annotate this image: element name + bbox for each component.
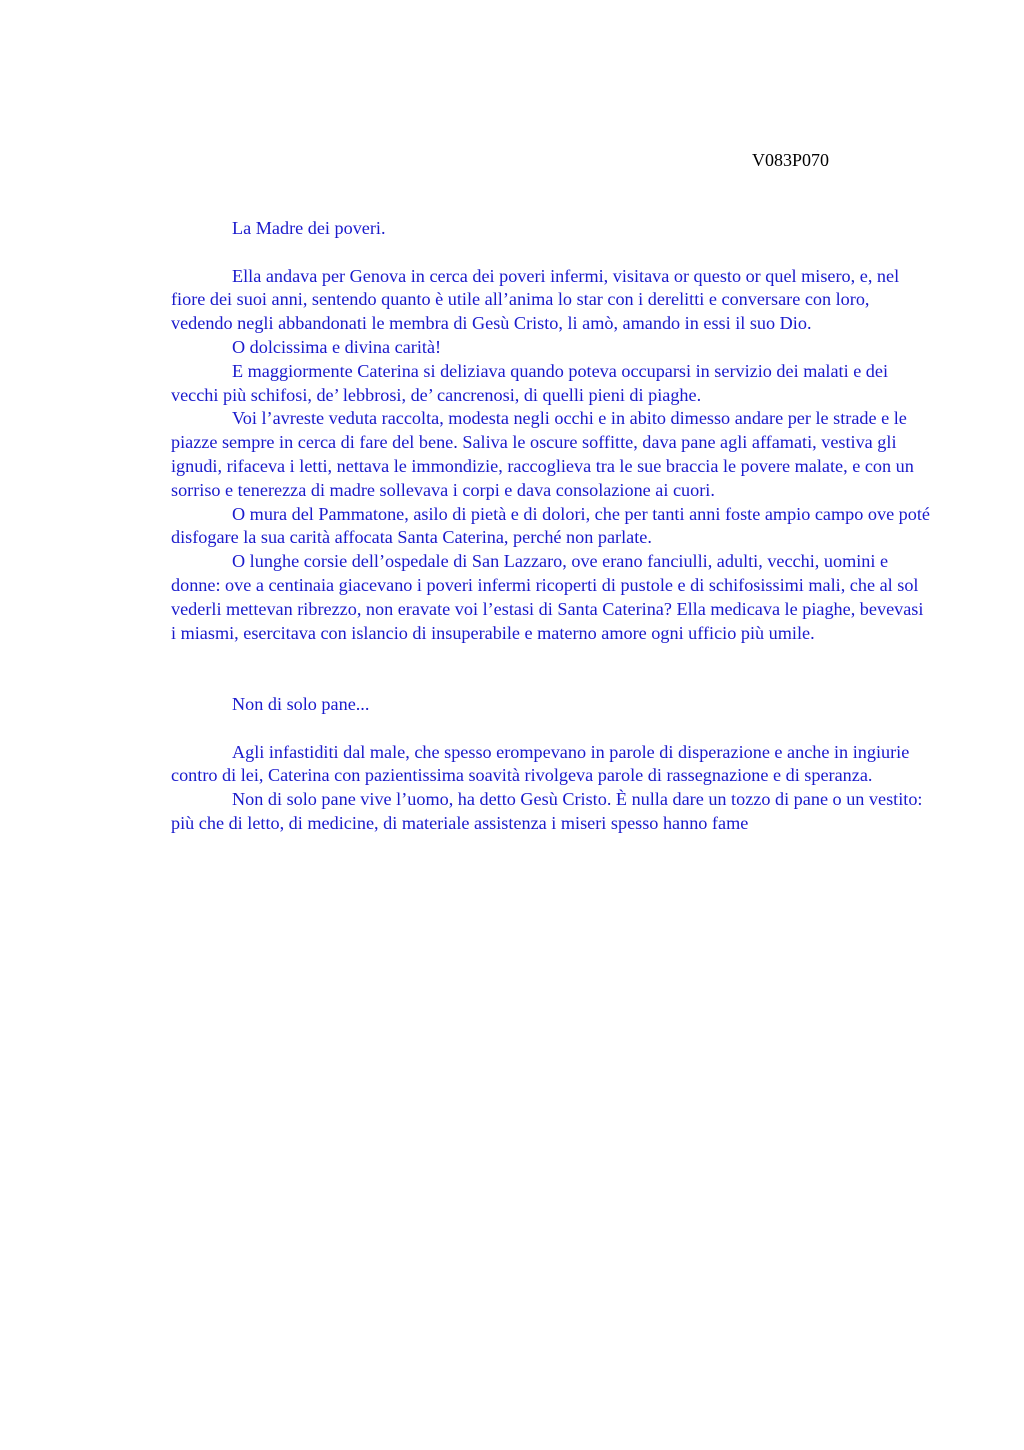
paragraph: O lunghe corsie dell’ospedale di San Lazzaro, ove erano fanciulli, adulti, vecchi, uomini e donne: ove a centinaia giacevano i poveri infermi ricoperti di pustole e di schifosissimi mali, che al sol vederli mettevan ribrezzo, non eravate voi l’estasi di Santa Caterina? Ella medicava le piaghe, bevevasi i miasmi, esercitava con islancio di insuperabile e materno amore ogni ufficio più umile. [171, 551, 924, 643]
paragraph: O dolcissima e divina carità! [232, 336, 442, 357]
section-heading-madre-dei-poveri: La Madre dei poveri. [232, 218, 386, 238]
section-spacer [171, 645, 931, 693]
document-body [171, 217, 931, 836]
spacer [171, 241, 931, 265]
paragraph: Agli infastiditi dal male, che spesso erompevano in parole di disperazione e anche in ingiurie contro di lei, Caterina con pazientissima soavità rivolgeva parole di rassegnazione e di speranza. [171, 741, 910, 786]
paragraph: O mura del Pammatone, asilo di pietà e di dolori, che per tanti anni foste ampio campo ove poté disfogare la sua carità affocata Santa Caterina, perché non parlate. [171, 503, 930, 548]
paragraph: E maggiormente Caterina si deliziava quando poteva occuparsi in servizio dei malati e dei vecchi più schifosi, de’ lebbrosi, de’ cancrenosi, di quelli pieni di piaghe. [171, 360, 889, 405]
paragraph: Non di solo pane vive l’uomo, ha detto Gesù Cristo. È nulla dare un tozzo di pane o un vestito: più che di letto, di medicine, di materiale assistenza i miseri spesso hanno fame [171, 789, 923, 833]
section-heading-non-di-solo-pane: Non di solo pane... [232, 693, 370, 714]
paragraph: Ella andava per Genova in cerca dei poveri infermi, visitava or questo or quel misero, e, nel fiore dei suoi anni, sentendo quanto è utile all’anima lo star con i derelitti e conversare con loro, vedendo negli abbandonati le membra di Gesù Cristo, li amò, amando in essi il suo Dio. [171, 265, 900, 334]
paragraph: Voi l’avreste veduta raccolta, modesta negli occhi e in abito dimesso andare per le strade e le piazze sempre in cerca di fare del bene. Saliva le oscure soffitte, dava pane agli affamati, vestiva gli ignudi, rifaceva i letti, nettava le immondizie, raccoglieva tra le sue braccia le povere malate, e con un sorriso e tenerezza di madre sollevava i corpi e dava consolazione ai cuori. [171, 408, 914, 500]
spacer [171, 717, 931, 741]
page-code: V083P070 [752, 150, 830, 170]
